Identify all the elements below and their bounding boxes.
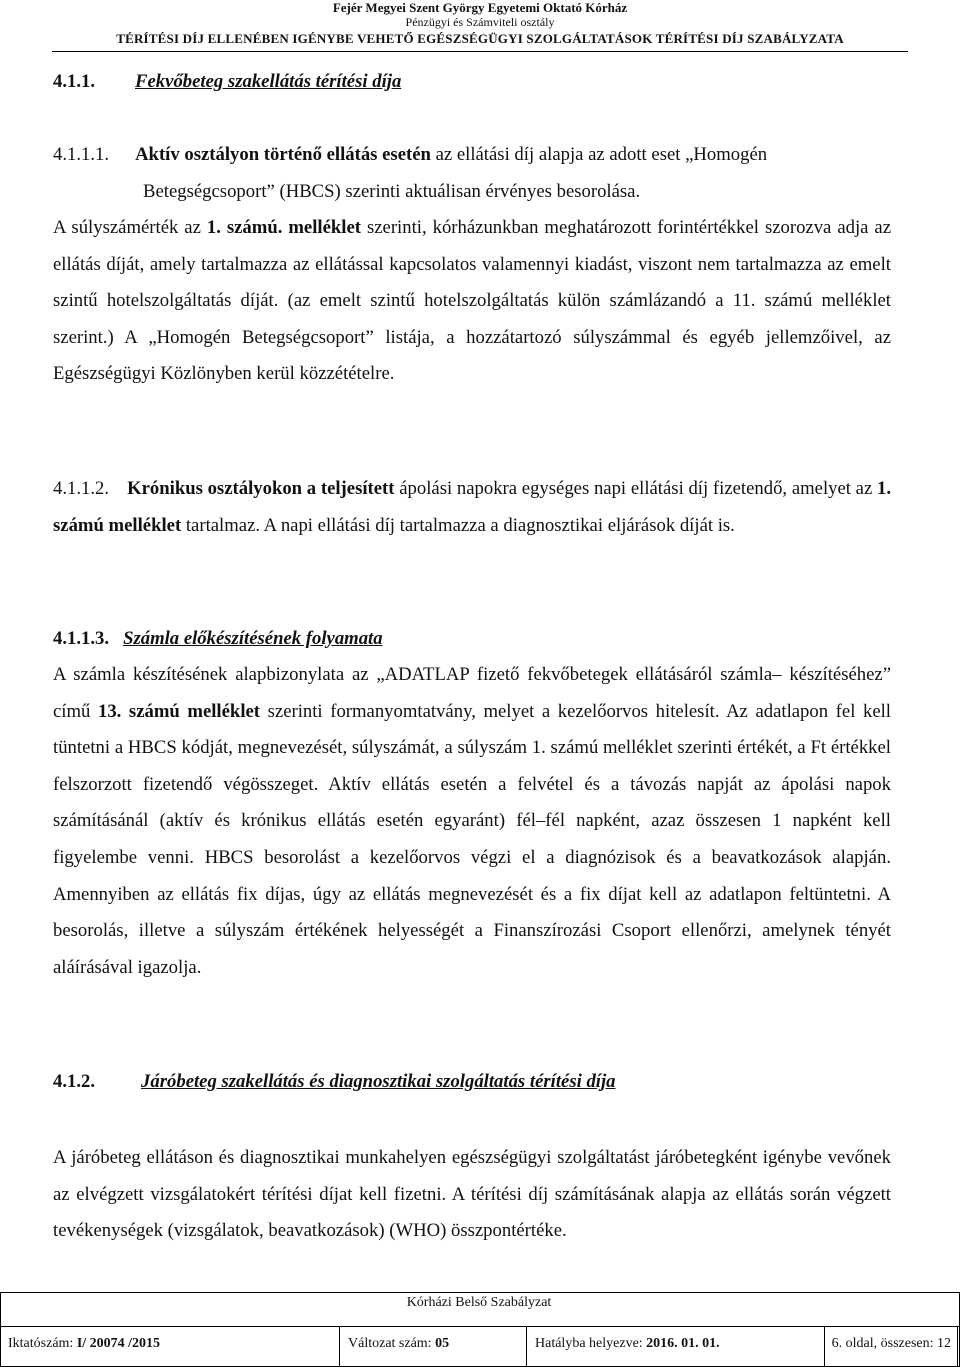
section-heading-4-1-1 (53, 64, 891, 101)
paragraph-weight-value (53, 210, 891, 393)
body-text: ápolási napokra egységes napi ellátási díj fizetendő, amelyet az (394, 478, 877, 499)
paragraph-4-1-1-2 (53, 471, 891, 544)
header-department: Pénzügyi és Számviteli osztály (405, 15, 555, 29)
footer-title: Kórházi Belső Szabályzat (406, 1295, 552, 1310)
body-text: az ellátási díj alapja az adott eset „Homogén (430, 144, 768, 165)
version-number: 05 (435, 1336, 450, 1351)
section-title: Számla előkészítésének folyamata (123, 628, 383, 649)
body-text: A járóbeteg ellátáson és diagnosztikai munkahelyen egészségügyi szolgáltatást járóbetegként igénybe vevőnek az elvégzett vizsgálatokért térítési díjat kell fizetni. A térítési díj számításának alapja az ellátás során végzett tevékenységek (vizsgálatok, beavatkozások) (WHO) összpontértéke. (53, 1147, 891, 1242)
annex-reference: 13. számú melléklet (97, 700, 261, 722)
annex-reference: 1. számú melléklet (53, 478, 891, 536)
section-heading-4-1-1-3 (53, 621, 891, 658)
section-number: 4.1.1. (53, 71, 96, 92)
footer-registration (0, 1327, 340, 1367)
footer-info-row (0, 1326, 960, 1367)
body-text: tartalmaz. A napi ellátási díj tartalmazza a diagnosztikai eljárások díját is. (181, 514, 735, 536)
lead-text: Krónikus osztályokon a teljesített (127, 478, 395, 499)
header-document-title: TÉRÍTÉSI DÍJ ELLENÉBEN IGÉNYBE VEHETŐ EGÉSZSÉGÜGYI SZOLGÁLTATÁSOK TÉRÍTÉSI DÍJ SZABÁLYZATA (116, 31, 844, 46)
section-number: 4.1.1.2. (53, 478, 110, 499)
paragraph-outpatient (53, 1140, 891, 1250)
paragraph-invoice-process (53, 657, 891, 986)
body-text: szerinti, kórházunkban meghatározott forintértékkel szorozva adja az ellátás díját, amely tartalmazza az ellátással kapcsolatos valamennyi kiadást, viszont nem tartalmazza az emelt szintű hotelszolgáltatás díját. (az emelt szintű hotelszolgáltatás külön számlázandó a 11. számú melléklet szerint.) A „Homogén Betegségcsoport” listája, a hozzátartozó súlyszámmal és egyéb jellemzőivel, az Egészségügyi Közlönyben kerül közzétételre. (53, 217, 892, 385)
header-hospital-name: Fejér Megyei Szent György Egyetemi Oktató Kórház (332, 0, 628, 15)
section-heading-4-1-2 (53, 1064, 891, 1101)
body-text-continued: Betegségcsoport” (HBCS) szerinti aktuálisan érvényes besorolása. (143, 180, 641, 202)
body-text: szerinti formanyomtatvány, melyet a kezelőorvos hitelesít. Az adatlapon fel kell tüntetni a HBCS kódját, megnevezését, súlyszámát, a súlyszám 1. számú melléklet szerinti értékét, a Ft értékkel felszorzott fizetendő végösszeget. Aktív ellátás esetén a felvétel és a távozás napját az ápolási napok számításánál (aktív és krónikus ellátás esetén egyaránt) fél–fél napként, azaz összesen 1 napként kell figyelembe venni. HBCS besorolást a kezelőorvos végzi el a diagnózisok és a beavatkozások alapján. Amennyiben az ellátás fix díjas, úgy az ellátás megnevezését és a fix díjat kell az adatlapon feltüntetni. A besorolás, illetve a súlyszám értékének helyességét a Finanszírozási Csoport ellenőrzi, amelynek tényét aláírásával igazolja. (53, 700, 892, 978)
footer-effective-date (527, 1327, 825, 1367)
footer-page-number: 6. oldal, összesen: 12 (825, 1327, 958, 1367)
header-divider (52, 51, 908, 52)
body-text: A súlyszámérték az (53, 217, 207, 238)
annex-reference: 1. számú. melléklet (206, 217, 361, 238)
paragraph-4-1-1-1 (53, 137, 891, 210)
footer-version (340, 1327, 527, 1367)
lead-text: Aktív osztályon történő ellátás esetén (135, 144, 431, 165)
registration-label: Iktatószám: (8, 1336, 77, 1351)
section-number: 4.1.1.3. (53, 628, 110, 649)
registration-number: I/ 20074 /2015 (76, 1336, 161, 1351)
effective-date-value: 2016. 01. 01. (646, 1336, 720, 1351)
section-title: Járóbeteg szakellátás és diagnosztikai szolgáltatás térítési díja (141, 1071, 616, 1092)
section-number: 4.1.2. (53, 1071, 96, 1092)
version-label: Változat szám: (348, 1336, 436, 1351)
section-title: Fekvőbeteg szakellátás térítési díja (135, 71, 402, 92)
body-text: A számla készítésének alapbizonylata az „ADATLAP fizető fekvőbetegek ellátásáról számla– készítéséhez” című (53, 664, 891, 722)
effective-date-label: Hatályba helyezve: (535, 1336, 647, 1351)
section-number: 4.1.1.1. (53, 144, 110, 165)
